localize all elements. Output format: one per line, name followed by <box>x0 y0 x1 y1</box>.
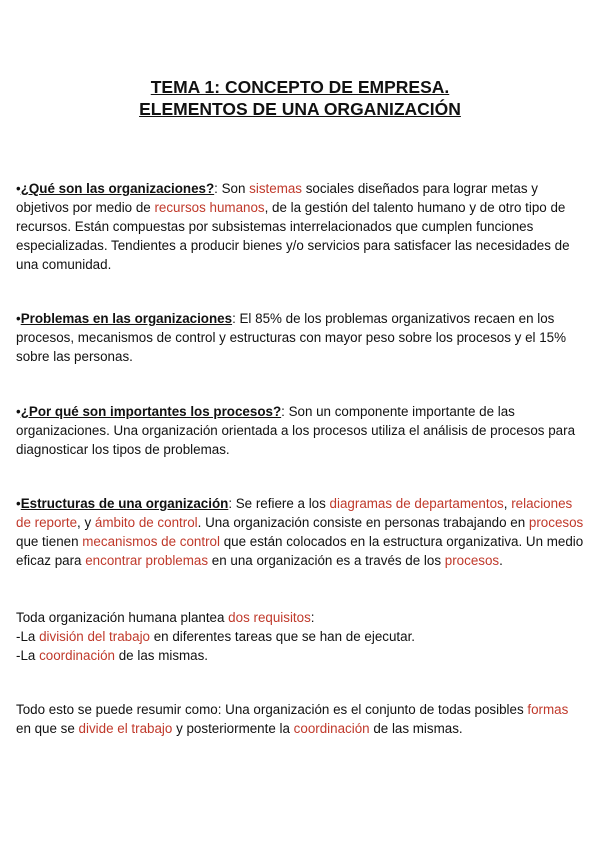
highlighted-term: sistemas <box>249 181 303 196</box>
requirements-line <box>16 627 584 646</box>
text-run: en una organización es a través de los <box>208 553 445 569</box>
highlighted-term: ámbito de control <box>94 515 198 531</box>
section-heading: Estructuras de una organización <box>20 496 229 511</box>
text-run: y posteriormente la <box>172 721 294 737</box>
text-run: Toda organización humana plantea <box>16 610 229 625</box>
title-line-2: ELEMENTOS DE UNA ORGANIZACIÓN <box>139 99 461 119</box>
highlighted-term: mecanismos de control <box>82 534 220 550</box>
text-run: -La <box>16 648 40 664</box>
highlighted-term: coordinación <box>39 648 116 664</box>
text-run: que están colocados en la estructura organizativa. Un medio eficaz para <box>16 534 584 569</box>
section-problemas <box>16 309 584 366</box>
summary-paragraph <box>16 700 584 738</box>
text-run: : Se refiere a los <box>228 496 330 511</box>
highlighted-term: recursos humanos <box>154 200 265 216</box>
document-title <box>0 76 600 120</box>
highlighted-term: división del trabajo <box>39 629 150 645</box>
text-run: Todo esto se puede resumir como: Una organización es el conjunto de todas posibles <box>16 702 528 717</box>
highlighted-term: encontrar problemas <box>85 553 209 569</box>
text-run: , <box>503 496 512 511</box>
text-run: : El 85% de los problemas organizativos recaen en los procesos, mecanismos de control y estructuras con mayor peso sobre los procesos y el 15% sobre las personas. <box>16 311 567 365</box>
highlighted-term: diagramas de departamentos <box>329 496 504 511</box>
highlighted-term: dos requisitos <box>228 610 311 625</box>
text-run: que tienen <box>16 534 83 550</box>
text-run: , de la gestión del talento humano y de otro tipo de recursos. Están compuestas por subsistemas interrelacionados que cumplen funciones especializadas. Tendientes a producir bienes y/o servicios para satisfacer las necesidades de una comunidad. <box>16 200 570 273</box>
title-line-1: TEMA 1: CONCEPTO DE EMPRESA. <box>150 77 450 97</box>
bullet: • <box>16 496 21 511</box>
text-run: en que se <box>16 721 79 737</box>
text-run: en diferentes tareas que se han de ejecutar. <box>150 629 416 645</box>
text-run: -La <box>16 629 40 645</box>
highlighted-term: procesos <box>528 515 584 531</box>
highlighted-term: procesos <box>444 553 500 569</box>
bullet: • <box>16 181 21 196</box>
requirements-line <box>16 608 584 627</box>
requirements-block <box>16 608 584 665</box>
text-run: de las mismas. <box>115 648 209 664</box>
section-heading: Problemas en las organizaciones <box>20 311 233 326</box>
text-run: sociales diseñados para lograr metas y objetivos por medio de <box>16 181 538 216</box>
highlighted-term: relaciones de reporte <box>16 496 573 531</box>
section-organizaciones <box>16 179 584 274</box>
bullet: • <box>16 311 21 326</box>
text-run: : Son <box>214 181 250 196</box>
section-procesos <box>16 402 584 459</box>
section-heading: ¿Por qué son importantes los procesos? <box>20 404 282 419</box>
text-run: . <box>499 553 503 569</box>
bullet: • <box>16 404 21 419</box>
text-run: , y <box>77 515 95 531</box>
text-run: . Una organización consiste en personas trabajando en <box>197 515 529 531</box>
text-run: de las mismas. <box>369 721 463 737</box>
section-heading: ¿Qué son las organizaciones? <box>20 181 215 196</box>
highlighted-term: coordinación <box>293 721 370 737</box>
requirements-line <box>16 646 584 665</box>
text-run: : <box>310 610 315 625</box>
highlighted-term: divide el trabajo <box>78 721 173 737</box>
highlighted-term: formas <box>527 702 569 717</box>
text-run: : Son un componente importante de las organizaciones. Una organización orientada a los procesos utiliza el análisis de procesos para diagnosticar los tipos de problemas. <box>16 404 576 458</box>
section-estructuras <box>16 494 584 570</box>
